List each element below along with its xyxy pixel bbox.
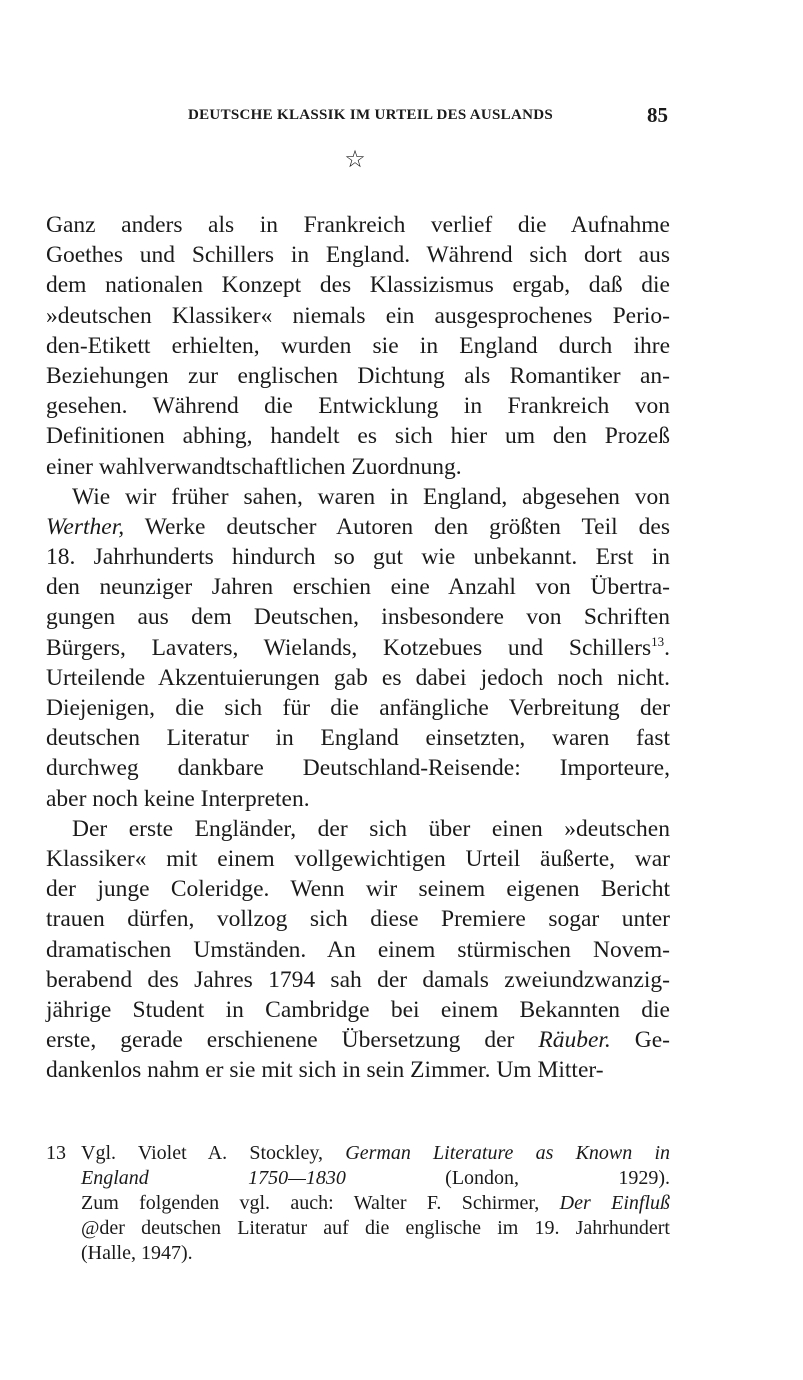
text-line: dramatischen Umständen. An einem stürmischen Novem- bbox=[46, 936, 670, 963]
paragraph bbox=[46, 482, 670, 814]
text-line: dem nationalen Konzept des Klassizismus ergab, daß die bbox=[46, 272, 670, 299]
text-line: Bürgers, Lavaters, Wielands, Kotzebues und Schillers$^{13}$. bbox=[46, 633, 670, 661]
running-head-title: DEUTSCHE KLASSIK IM URTEIL DES AUSLANDS bbox=[188, 107, 554, 123]
footnote bbox=[46, 1141, 670, 1266]
text-line: der junge Coleridge. Wenn wir seinem eigenen Bericht bbox=[46, 876, 670, 903]
text-line: durchweg dankbare Deutschland-Reisende: Importeure, bbox=[46, 755, 670, 782]
text-line: »deutschen Klassiker« niemals ein ausgesprochenes Perio- bbox=[46, 302, 670, 329]
text-line: den-Etikett erhielten, wurden sie in England durch ihre bbox=[46, 332, 670, 359]
text-line: Wie wir früher sahen, waren in England, abgesehen von bbox=[72, 483, 670, 510]
paragraph bbox=[46, 814, 670, 1086]
footnote-line: @der deutschen Literatur auf die englische im 19. Jahrhundert bbox=[81, 1217, 670, 1239]
page-number: 85 bbox=[647, 103, 668, 127]
text-line: berabend des Jahres 1794 sah der damals zweiundzwanzig- bbox=[46, 966, 670, 993]
text-line: deutschen Literatur in England einsetzten, waren fast bbox=[46, 725, 670, 752]
footnote-number: 13 bbox=[46, 1142, 66, 1164]
body-text bbox=[46, 210, 670, 1085]
text-line: jährige Student in Cambridge bei einem Bekannten die bbox=[46, 996, 670, 1023]
text-line: 18. Jahrhunderts hindurch so gut wie unbekannt. Erst in bbox=[46, 544, 670, 571]
text-line: dankenlos nahm er sie mit sich in sein Zimmer. Um Mitter- bbox=[46, 1057, 604, 1084]
text-line: Diejenigen, die sich für die anfängliche Verbreitung der bbox=[46, 695, 670, 721]
footnote-line: Zum folgenden vgl. auch: Walter F. Schirmer, Der Einfluß bbox=[81, 1192, 670, 1214]
text-line: Definitionen abhing, handelt es sich hier um den Prozeß bbox=[46, 423, 670, 450]
text-line: gungen aus dem Deutschen, insbesondere von Schriften bbox=[46, 604, 670, 631]
text-line: gesehen. Während die Entwicklung in Frankreich von bbox=[46, 393, 670, 420]
star-ornament-icon: ☆ bbox=[344, 145, 366, 173]
footnote-line: (Halle, 1947). bbox=[81, 1242, 193, 1264]
text-line: Der erste Engländer, der sich über einen »deutschen bbox=[72, 815, 670, 842]
text-line: trauen dürfen, vollzog sich diese Premiere sogar unter bbox=[46, 906, 670, 933]
text-line: Ganz anders als in Frankreich verlief die Aufnahme bbox=[46, 212, 670, 238]
text-line: einer wahlverwandtschaftlichen Zuordnung. bbox=[46, 453, 462, 480]
text-line: erste, gerade erschienene Übersetzung der Räuber. Ge- bbox=[46, 1027, 670, 1054]
text-line: Urteilende Akzentuierungen gab es dabei jedoch noch nicht. bbox=[46, 664, 670, 691]
text-line: den neunziger Jahren erschien eine Anzahl von Übertra- bbox=[46, 574, 670, 601]
paragraph bbox=[46, 210, 670, 482]
text-line: Goethes und Schillers in England. Während sich dort aus bbox=[46, 242, 670, 269]
footnotes bbox=[46, 1141, 670, 1266]
footnote-line: 13 Vgl. Violet A. Stockley, German Literature as Known in bbox=[46, 1142, 670, 1164]
text-line: aber noch keine Interpreten. bbox=[46, 785, 310, 812]
text-line: Werther, Werke deutscher Autoren den größten Teil des bbox=[46, 513, 670, 540]
text-line: Klassiker« mit einem vollgewichtigen Urteil äußerte, war bbox=[46, 845, 670, 872]
text-line: Beziehungen zur englischen Dichtung als Romantiker an- bbox=[46, 362, 670, 389]
footnote-line: England 1750—1830 (London, 1929). bbox=[81, 1167, 670, 1189]
